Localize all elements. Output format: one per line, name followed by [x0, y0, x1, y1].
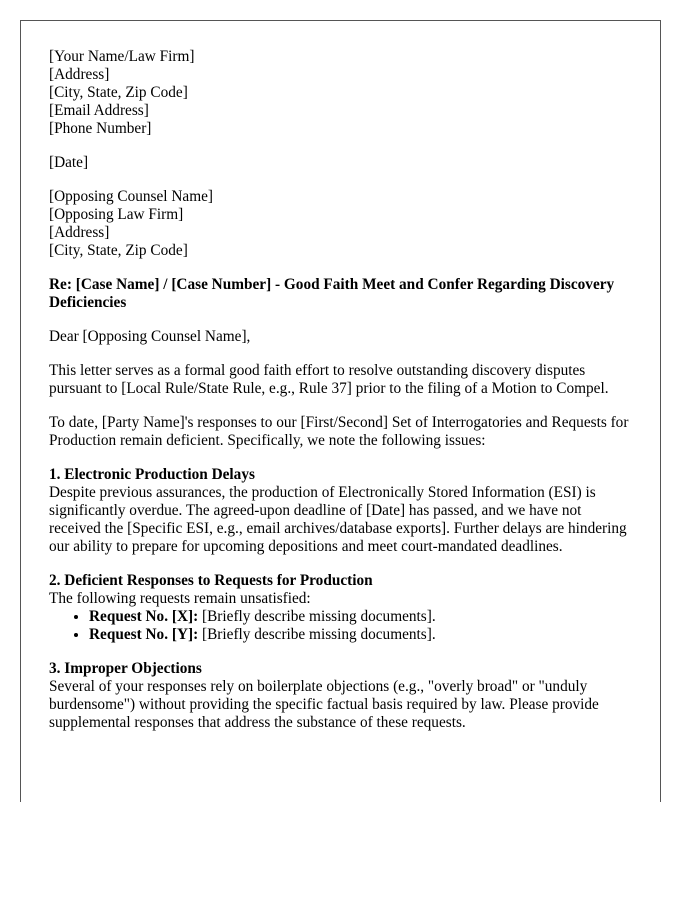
- section-deficient-responses: [49, 572, 634, 644]
- section-electronic-production: [49, 466, 634, 556]
- request-label: Request No. [Y]:: [89, 626, 199, 643]
- section-body: Despite previous assurances, the production of Electronically Stored Information (ESI) is significantly overdue. The agreed-upon deadline of [Date] has passed, and we have not received the [Specific ESI, e.g., email archives/database exports]. Further delays are hindering our ability to prepare for upcoming depositions and meet court-mandated deadlines.: [49, 484, 627, 555]
- intro-paragraph-2: To date, [Party Name]'s responses to our [First/Second] Set of Interrogatories and Requests for Production remain deficient. Specifically, we note the following issues:: [49, 414, 629, 449]
- section-title: 2. Deficient Responses to Requests for Production: [49, 572, 373, 589]
- request-text: [Briefly describe missing documents].: [198, 608, 436, 625]
- section-improper-objections: [49, 660, 634, 732]
- sender-email: [Email Address]: [49, 102, 149, 119]
- sender-name: [Your Name/Law Firm]: [49, 48, 195, 65]
- letter-page: [20, 20, 661, 802]
- recipient-firm: [Opposing Law Firm]: [49, 206, 184, 223]
- sender-address: [Address]: [49, 66, 110, 83]
- list-item: [89, 626, 634, 644]
- recipient-block: [49, 188, 634, 260]
- letter-content: [49, 48, 634, 748]
- recipient-name: [Opposing Counsel Name]: [49, 188, 213, 205]
- letter-date: [Date]: [49, 154, 89, 171]
- recipient-address: [Address]: [49, 224, 110, 241]
- sender-block: [49, 48, 634, 138]
- request-text: [Briefly describe missing documents].: [198, 626, 436, 643]
- sender-city-state-zip: [City, State, Zip Code]: [49, 84, 188, 101]
- salutation: Dear [Opposing Counsel Name],: [49, 328, 251, 345]
- section-body: The following requests remain unsatisfied:: [49, 590, 311, 607]
- list-item: [89, 608, 634, 626]
- request-list: [49, 608, 634, 644]
- subject-line: Re: [Case Name] / [Case Number] - Good Faith Meet and Confer Regarding Discovery Deficiencies: [49, 276, 615, 311]
- recipient-city-state-zip: [City, State, Zip Code]: [49, 242, 188, 259]
- request-label: Request No. [X]:: [89, 608, 199, 625]
- date-block: [49, 154, 634, 172]
- section-title: 1. Electronic Production Delays: [49, 466, 255, 483]
- intro-paragraph-1: This letter serves as a formal good faith effort to resolve outstanding discovery disputes pursuant to [Local Rule/State Rule, e.g., Rule 37] prior to the filing of a Motion to Compel.: [49, 362, 609, 397]
- section-title: 3. Improper Objections: [49, 660, 202, 677]
- section-body: Several of your responses rely on boilerplate objections (e.g., "overly broad" or "unduly burdensome") without providing the specific factual basis required by law. Please provide supplemental responses that address the substance of these requests.: [49, 678, 599, 731]
- sender-phone: [Phone Number]: [49, 120, 152, 137]
